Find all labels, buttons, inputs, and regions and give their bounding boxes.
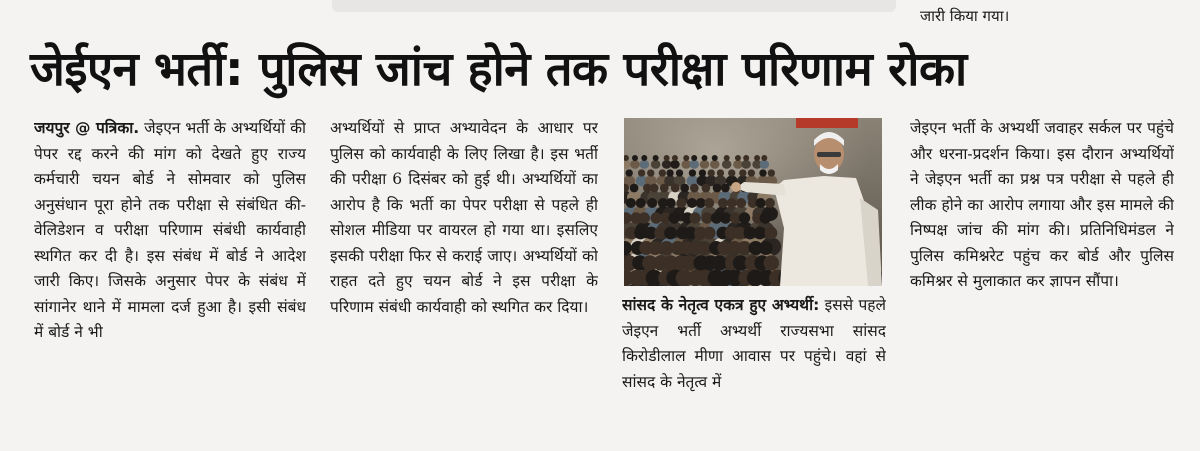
crowd-head	[641, 155, 647, 161]
crowd-head	[759, 241, 773, 255]
crowd-head	[765, 198, 775, 208]
crowd-head	[718, 198, 728, 208]
crowd-head	[668, 212, 679, 223]
crowd-head	[739, 212, 750, 223]
top-page-strip	[332, 0, 896, 12]
crowd-head	[735, 155, 741, 161]
crowd-body	[630, 160, 640, 169]
crowd-head	[664, 155, 670, 161]
crowd-head	[687, 198, 697, 208]
banner	[796, 118, 858, 128]
crowd-body	[651, 160, 661, 169]
crowd-head	[753, 227, 766, 240]
crowd-body	[710, 160, 720, 169]
crowd-head	[713, 184, 722, 193]
crowd-body	[670, 160, 680, 169]
crowd-head	[653, 155, 659, 161]
caption-text: इससे पहले जेइएन भर्ती अभ्यर्थी राज्यसभा सांसद किरोडीलाल मीणा आवास पर पहुंचे। वहां से सांसद के नेतृत्व में	[622, 296, 886, 391]
crowd-head	[639, 212, 650, 223]
dateline: जयपुर @ पत्रिका.	[34, 119, 140, 137]
protest-crowd-photo	[624, 118, 882, 286]
crowd-head	[660, 184, 669, 193]
crowd-body	[733, 160, 743, 169]
crowd-head	[760, 212, 771, 223]
crowd-head	[626, 198, 636, 208]
crowd-head	[756, 198, 766, 208]
crowd-head	[689, 169, 696, 176]
crowd-head	[721, 184, 730, 193]
crowd-head	[683, 155, 689, 161]
crowd-head	[702, 184, 711, 193]
crowd-head	[638, 169, 645, 176]
article-column-1	[34, 116, 306, 442]
crowd-head	[664, 227, 677, 240]
crowd-body	[640, 160, 650, 169]
article-column-2	[330, 116, 598, 442]
previous-article-tail: जारी किया गया।	[920, 7, 1010, 25]
crowd-head	[720, 212, 731, 223]
crowd-head	[659, 169, 666, 176]
crowd-head	[647, 169, 654, 176]
article-column-4	[910, 116, 1174, 442]
crowd-head	[743, 155, 749, 161]
crowd-head	[701, 155, 707, 161]
crowd-body	[689, 160, 699, 169]
crowd-head	[680, 184, 689, 193]
crowd-head	[689, 212, 700, 223]
crowd-head	[690, 184, 699, 193]
crowd-head	[728, 169, 735, 176]
crowd-head	[691, 155, 697, 161]
crowd-head	[626, 169, 633, 176]
crowd-head	[754, 155, 760, 161]
crowd-head	[761, 155, 767, 161]
crowd-head	[650, 184, 659, 193]
crowd-head	[666, 169, 673, 176]
crowd-head	[712, 155, 718, 161]
crowd-head	[748, 169, 755, 176]
crowd-head	[699, 169, 706, 176]
crowd-head	[636, 198, 646, 208]
crowd-head	[676, 198, 686, 208]
article-headline: जेईएन भर्ती: पुलिस जांच होने तक परीक्षा परिणाम रोका	[30, 42, 967, 97]
crowd-head	[704, 198, 714, 208]
crowd-head	[727, 198, 737, 208]
caption-heading: सांसद के नेतृत्व एकत्र हुए अभ्यर्थी:	[622, 296, 820, 314]
crowd-head	[671, 184, 680, 193]
photo-caption	[622, 293, 886, 443]
crowd-head	[724, 155, 730, 161]
column-2-text: अभ्यर्थियों से प्राप्त अभ्यावेदन के आधार पर पुलिस को कार्यवाही के लिए लिखा है। इस भर्ती की परीक्षा 6 दिसंबर को हुई थी। अभ्यर्थियों का आरोप है कि भर्ती का पेपर परीक्षा से पहले ही सोशल मीडिया पर वायरल हो गया था। इसलिए इसकी परीक्षा फिर से कराई जाए। अभ्यर्थियों को राहत दते हुए चयन बोर्ड ने इस परीक्षा के परिणाम संबंधी कार्यवाही को स्थगित कर दिया।	[330, 119, 598, 316]
crowd-head	[672, 155, 678, 161]
crowd-body	[760, 160, 770, 169]
crowd-head	[708, 169, 715, 176]
crowd-head	[630, 184, 639, 193]
crowd-head	[703, 227, 716, 240]
crowd-head	[736, 198, 746, 208]
crowd-body	[662, 160, 672, 169]
crowd-body	[722, 160, 732, 169]
crowd-head	[712, 255, 727, 270]
crowd-head	[764, 255, 779, 270]
crowd-head	[717, 169, 724, 176]
column-1-text: जेइएन भर्ती के अभ्यर्थियों की पेपर रद्द करने की मांग को देखते हुए राज्य कर्मचारी चयन बोर्ड ने सोमवार को पुलिस अनुसंधान पूरा होने तक परीक्षा से संबंधित की-वेलिडेशन व परीक्षा परिणाम संबंधी कार्यवाही स्थगित कर दी है। इस संबंध में बोर्ड ने आदेश जारी किए। जिसके अनुसार पेपर के संबंध में सांगानेर थाने में मामला दर्ज हुआ है। इसी संबंध में बोर्ड ने भी	[34, 119, 306, 341]
crowd-body	[741, 160, 751, 169]
crowd-body	[700, 160, 710, 169]
crowd-head	[632, 155, 638, 161]
crowd-head	[765, 227, 778, 240]
crowd-head	[666, 198, 676, 208]
crowd-head	[676, 169, 683, 176]
crowd-head	[739, 169, 746, 176]
crowd-head	[768, 169, 775, 176]
column-4-text: जेइएन भर्ती के अभ्यर्थी जवाहर सर्कल पर पहुंचे और धरना-प्रदर्शन किया। इस दौरान अभ्यर्थियों ने जेइएन भर्ती का प्रश्न पत्र परीक्षा से पहले ही लीक होने का आरोप लगाया और इस मामले की निष्पक्ष जांच की मांग की। प्रतिनिधिमंडल ने पुलिस कमिश्नरेट पहुंच कर बोर्ड और पुलिस कमिश्नर से मुलाकात कर ज्ञापन सौंपा।	[910, 119, 1174, 290]
news-photo	[624, 118, 882, 286]
crowd-head	[647, 198, 657, 208]
crowd-head	[759, 169, 766, 176]
